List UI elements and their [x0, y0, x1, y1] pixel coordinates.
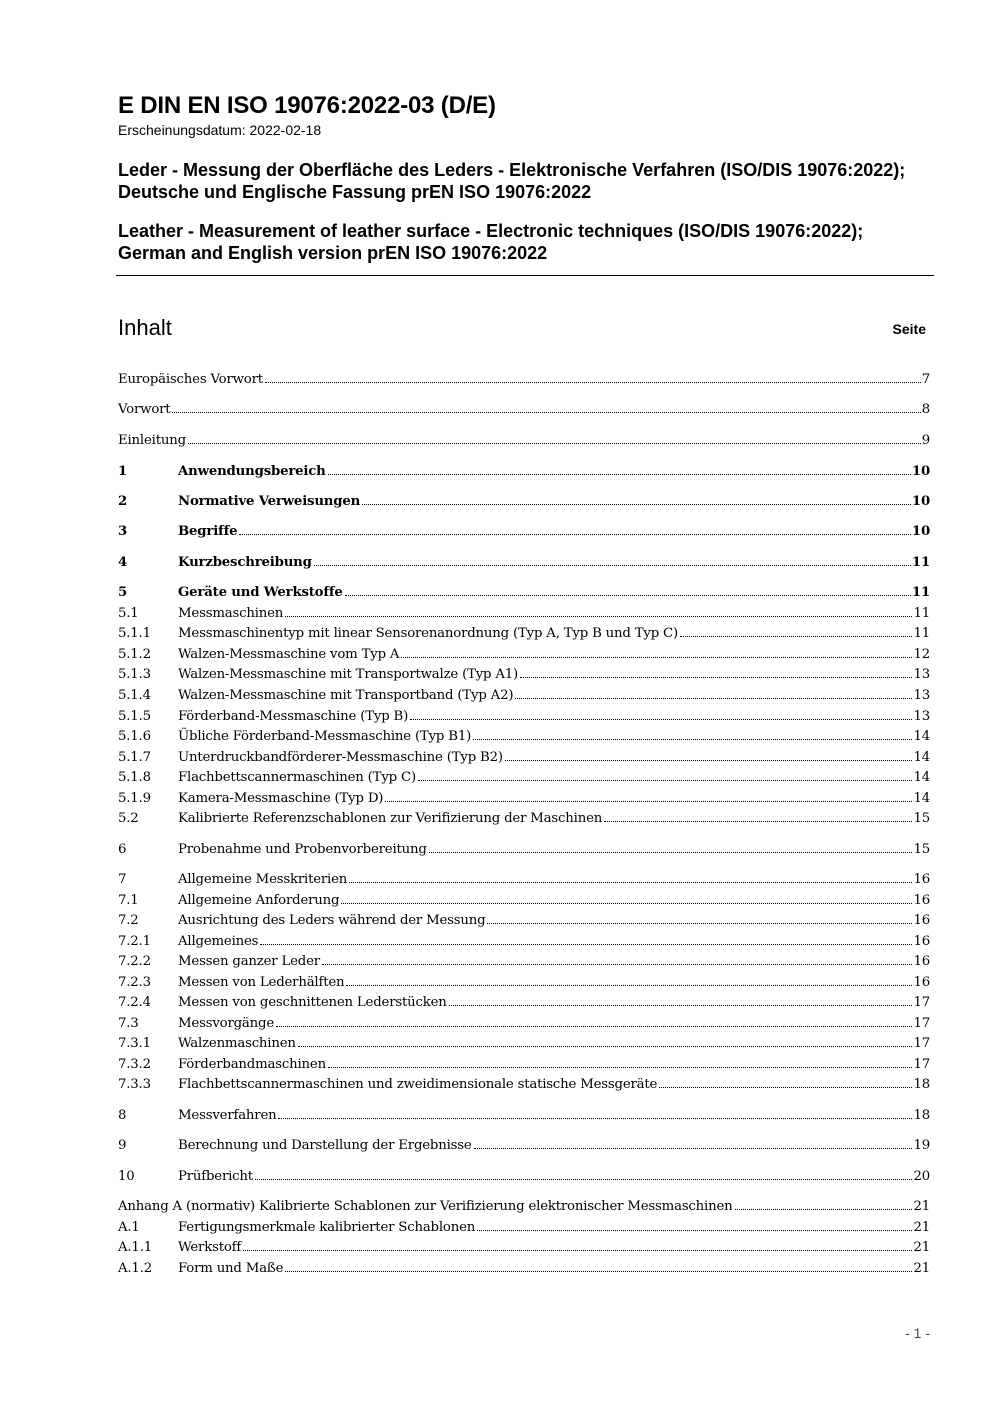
toc-entry[interactable] [118, 952, 930, 972]
toc-entry-page: 7 [921, 372, 930, 387]
toc-entry-page: 16 [913, 934, 930, 949]
toc-entry-page: 21 [913, 1261, 930, 1276]
toc-dot-leader [278, 1118, 912, 1119]
toc-entry-label: Walzen-Messmaschine mit Transportband (Typ A2) [178, 688, 514, 703]
toc-entry-number: 7.2 [118, 913, 139, 928]
toc-entry-number: 6 [118, 842, 127, 857]
toc-entry-label: Flachbettscannermaschinen und zweidimensionale statische Messgeräte [178, 1077, 658, 1092]
toc-entry-page: 16 [913, 975, 930, 990]
toc-entry[interactable] [118, 1136, 930, 1156]
toc-entry-label: Vorwort [118, 402, 171, 417]
toc-entry-number: 7.3.1 [118, 1036, 151, 1051]
toc-entry-page: 16 [913, 954, 930, 969]
toc-entry-label: Messmaschinentyp mit linear Sensorenanordnung (Typ A, Typ B und Typ C) [178, 626, 679, 641]
toc-entry[interactable] [118, 1055, 930, 1075]
toc-entry[interactable] [118, 1167, 930, 1187]
toc-entry-number: 8 [118, 1108, 127, 1123]
toc-entry-label: Europäisches Vorwort [118, 372, 263, 387]
toc-entry-page: 11 [911, 585, 930, 600]
toc-entry-number: 5.1.9 [118, 791, 151, 806]
toc-entry-page: 8 [921, 402, 930, 417]
toc-entry-page: 13 [913, 688, 930, 703]
toc-entry[interactable] [118, 1075, 930, 1095]
toc-dot-leader [410, 719, 912, 720]
toc-entry-number: A.1.1 [118, 1240, 152, 1255]
toc-entry-page: 13 [913, 709, 930, 724]
toc-entry-page: 10 [911, 494, 930, 509]
toc-dot-leader [298, 1046, 913, 1047]
toc-entry-label: Flachbettscannermaschinen (Typ C) [178, 770, 416, 785]
toc-entry-number: 5.1.1 [118, 626, 151, 641]
toc-entry-number: 10 [118, 1169, 135, 1184]
toc-dot-leader [520, 677, 912, 678]
toc-entry-label: Normative Verweisungen [178, 494, 361, 509]
toc-dot-leader [474, 1148, 913, 1149]
toc-entry-page: 21 [913, 1240, 930, 1255]
toc-entry[interactable] [118, 583, 930, 603]
toc-entry[interactable] [118, 891, 930, 911]
toc-entry[interactable] [118, 1106, 930, 1126]
toc-entry-page: 14 [913, 729, 930, 744]
toc-entry-label: Messen von Lederhälften [178, 975, 345, 990]
toc-entry[interactable] [118, 870, 930, 890]
toc-entry-number: A.1.2 [118, 1261, 152, 1276]
toc-entry[interactable] [118, 727, 930, 747]
toc-entry-number: 7.2.1 [118, 934, 151, 949]
toc-entry[interactable] [118, 1197, 930, 1217]
toc-header [118, 314, 926, 344]
toc-entry-page: 21 [913, 1220, 930, 1235]
toc-entry[interactable] [118, 932, 930, 952]
toc-entry-number: 5.1.8 [118, 770, 151, 785]
toc-entry[interactable] [118, 1034, 930, 1054]
toc-entry-page: 15 [913, 842, 930, 857]
toc-entry-label: Kalibrierte Referenzschablonen zur Verifizierung der Maschinen [178, 811, 603, 826]
toc-entry[interactable] [118, 789, 930, 809]
toc-entry-number: 5.1.7 [118, 750, 151, 765]
toc-entry[interactable] [118, 748, 930, 768]
toc-entry[interactable] [118, 665, 930, 685]
toc-entry-page: 21 [913, 1199, 930, 1214]
toc-dot-leader [659, 1087, 912, 1088]
toc-entry-number: 5 [118, 585, 128, 600]
toc-entry[interactable] [118, 707, 930, 727]
toc-entry[interactable] [118, 645, 930, 665]
toc-entry-page: 16 [913, 872, 930, 887]
toc-entry-page: 9 [921, 433, 930, 448]
toc-entry-page: 14 [913, 791, 930, 806]
toc-entry-number: A.1 [118, 1220, 140, 1235]
toc-entry-page: 17 [913, 1057, 930, 1072]
toc-entry[interactable] [118, 400, 930, 420]
toc-entry-label: Form und Maße [178, 1261, 284, 1276]
toc-entry-number: 7.3.3 [118, 1077, 151, 1092]
toc-dot-leader [473, 739, 912, 740]
toc-dot-leader [243, 1250, 912, 1251]
title-english: Leather - Measurement of leather surface - Electronic techniques (ISO/DIS 19076:2022); German and English version prEN ISO 19076:2022 [118, 221, 864, 263]
document-header [118, 92, 934, 264]
toc-entry-label: Messmaschinen [178, 606, 284, 621]
toc-entry-label: Walzen-Messmaschine vom Typ A [178, 647, 400, 662]
toc-dot-leader [341, 903, 912, 904]
toc-entry-label: Messen von geschnittenen Lederstücken [178, 995, 447, 1010]
toc-dot-leader [429, 852, 913, 853]
toc-entry-number: 7.2.4 [118, 995, 151, 1010]
toc-entry-number: 7.2.2 [118, 954, 151, 969]
toc-entry-number: 7.3.2 [118, 1057, 151, 1072]
toc-dot-leader [276, 1026, 912, 1027]
toc-entry-number: 9 [118, 1138, 127, 1153]
toc-dot-leader [477, 1230, 912, 1231]
toc-entry-number: 5.2 [118, 811, 139, 826]
toc-entry[interactable] [118, 840, 930, 860]
toc-dot-leader [735, 1209, 913, 1210]
header-divider [116, 275, 934, 276]
toc-entry[interactable] [118, 1014, 930, 1034]
toc-entry-number: 2 [118, 494, 128, 509]
toc-entry-label: Ausrichtung des Leders während der Messung [178, 913, 486, 928]
toc-entry-number: 4 [118, 555, 128, 570]
toc-entry-number: 7 [118, 872, 127, 887]
toc-dot-leader [362, 504, 911, 505]
toc-entry-label: Walzen-Messmaschine mit Transportwalze (Typ A1) [178, 667, 519, 682]
toc-entry-label: Probenahme und Probenvorbereitung [178, 842, 427, 857]
toc-entry-page: 13 [913, 667, 930, 682]
toc-entry-page: 11 [911, 555, 930, 570]
toc-entry-page: 10 [911, 524, 930, 539]
toc-dot-leader [328, 474, 911, 475]
toc-entry-label: Allgemeine Anforderung [178, 893, 340, 908]
toc-dot-leader [314, 565, 911, 566]
toc-entry-label: Allgemeines [178, 934, 259, 949]
toc-dot-leader [328, 1067, 913, 1068]
toc-entry[interactable] [118, 973, 930, 993]
toc-entry-page: 19 [913, 1138, 930, 1153]
toc-entry-page: 10 [911, 464, 930, 479]
toc-entry-page: 18 [913, 1077, 930, 1092]
toc-entry-number: 1 [118, 464, 128, 479]
toc-entry-page: 11 [913, 606, 930, 621]
toc-dot-leader [604, 821, 912, 822]
toc-entry-label: Anhang A (normativ) Kalibrierte Schablonen zur Verifizierung elektronischer Messmaschinen [118, 1199, 733, 1214]
toc-entry-number: 5.1.3 [118, 667, 151, 682]
toc-entry-number: 5.1 [118, 606, 139, 621]
toc-entry-label: Geräte und Werkstoffe [178, 585, 343, 600]
toc-entry-page: 17 [913, 1036, 930, 1051]
toc-entry[interactable] [118, 462, 930, 482]
toc-dot-leader [515, 698, 912, 699]
toc-entry-page: 20 [913, 1169, 930, 1184]
toc-dot-leader [188, 443, 921, 444]
toc-dot-leader [285, 616, 912, 617]
toc-dot-leader [265, 382, 921, 383]
document-title: E DIN EN ISO 19076:2022-03 (D/E) [118, 92, 496, 119]
toc-entry-label: Unterdruckbandförderer-Messmaschine (Typ B2) [178, 750, 503, 765]
toc-dot-leader [260, 944, 912, 945]
toc-entry-page: 12 [913, 647, 930, 662]
toc-entry-number: 5.1.4 [118, 688, 151, 703]
toc-entry-label: Übliche Förderband-Messmaschine (Typ B1) [178, 729, 472, 744]
toc-entry[interactable] [118, 768, 930, 788]
toc-dot-leader [239, 534, 911, 535]
toc-dot-leader [505, 760, 913, 761]
toc-entry-label: Berechnung und Darstellung der Ergebnisse [178, 1138, 472, 1153]
toc-entry[interactable] [118, 604, 930, 624]
toc-entry-number: 3 [118, 524, 128, 539]
toc-entry-page: 18 [913, 1108, 930, 1123]
toc-entry-label: Kamera-Messmaschine (Typ D) [178, 791, 384, 806]
toc-entry-page: 17 [913, 1016, 930, 1031]
toc-entry-number: 7.1 [118, 893, 139, 908]
toc-entry-page: 11 [913, 626, 930, 641]
toc-entry-page: 14 [913, 770, 930, 785]
title-german: Leder - Messung der Oberfläche des Leders - Elektronische Verfahren (ISO/DIS 19076:2022); Deutsche und Englische Fassung prEN ISO 19076:2022 [118, 160, 906, 202]
toc-entry-label: Einleitung [118, 433, 186, 448]
toc-entry[interactable] [118, 1218, 930, 1238]
toc-dot-leader [285, 1271, 912, 1272]
toc-entry[interactable] [118, 809, 930, 829]
toc-entry-page: 16 [913, 893, 930, 908]
toc-entry[interactable] [118, 1259, 930, 1279]
toc-entry[interactable] [118, 553, 930, 573]
toc-dot-leader [322, 964, 913, 965]
toc-entry[interactable] [118, 686, 930, 706]
toc-entry[interactable] [118, 911, 930, 931]
toc-dot-leader [172, 412, 920, 413]
toc-dot-leader [487, 923, 912, 924]
toc-entry-label: Fertigungsmerkmale kalibrierter Schablonen [178, 1220, 476, 1235]
toc-entry[interactable] [118, 624, 930, 644]
toc-entry-page: 16 [913, 913, 930, 928]
toc-entry-number: 5.1.2 [118, 647, 151, 662]
toc-entry-number: 5.1.6 [118, 729, 151, 744]
toc-entry-page: 15 [913, 811, 930, 826]
toc-dot-leader [449, 1005, 913, 1006]
toc-entry[interactable] [118, 431, 930, 451]
toc-dot-leader [401, 657, 912, 658]
page-number: - 1 - [905, 1325, 930, 1341]
toc-entry[interactable] [118, 492, 930, 512]
toc-dot-leader [418, 780, 913, 781]
toc-entry-label: Förderbandmaschinen [178, 1057, 326, 1072]
toc-dot-leader [346, 985, 912, 986]
toc-entry-label: Walzenmaschinen [178, 1036, 296, 1051]
toc-entry[interactable] [118, 522, 930, 542]
toc-entry[interactable] [118, 1238, 930, 1258]
toc-entry-label: Messvorgänge [178, 1016, 274, 1031]
toc-entry-label: Messverfahren [178, 1108, 277, 1123]
toc-dot-leader [385, 801, 912, 802]
toc-entry-label: Prüfbericht [178, 1169, 253, 1184]
toc-entry-label: Werkstoff [178, 1240, 242, 1255]
toc-page-column-label: Seite [892, 321, 926, 337]
toc-dot-leader [345, 595, 911, 596]
toc-entry-label: Messen ganzer Leder [178, 954, 320, 969]
toc-entry-label: Förderband-Messmaschine (Typ B) [178, 709, 409, 724]
toc-heading: Inhalt [118, 315, 172, 340]
publication-date: Erscheinungsdatum: 2022-02-18 [118, 122, 322, 138]
toc-entry-number: 5.1.5 [118, 709, 151, 724]
toc-dot-leader [349, 882, 912, 883]
toc-entry-label: Kurzbeschreibung [178, 555, 312, 570]
toc-dot-leader [680, 636, 912, 637]
toc-entry-label: Begriffe [178, 524, 238, 539]
toc-entry[interactable] [118, 993, 930, 1013]
toc-entry-number: 7.2.3 [118, 975, 151, 990]
toc-entry-page: 14 [913, 750, 930, 765]
toc-entry[interactable] [118, 370, 930, 390]
toc-entry-number: 7.3 [118, 1016, 139, 1031]
toc-dot-leader [255, 1179, 913, 1180]
toc-entry-label: Anwendungsbereich [178, 464, 326, 479]
toc-entry-label: Allgemeine Messkriterien [178, 872, 348, 887]
toc-entry-page: 17 [913, 995, 930, 1010]
